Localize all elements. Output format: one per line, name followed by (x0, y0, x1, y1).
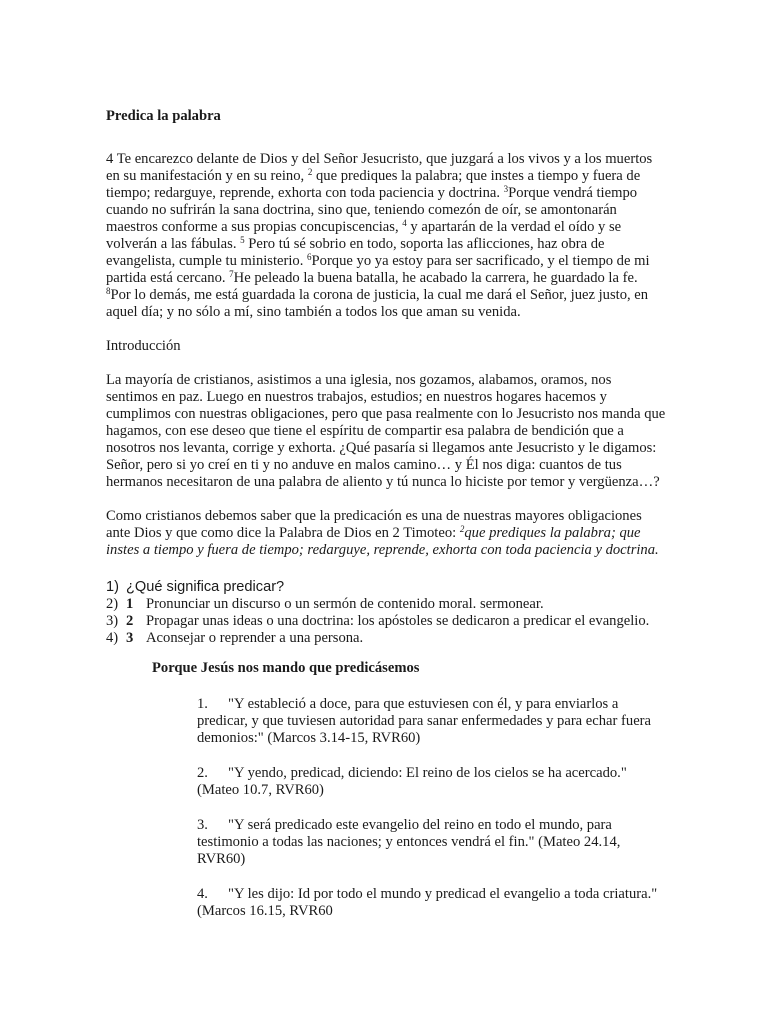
section-subheading: Porque Jesús nos mando que predicásemos (152, 660, 420, 676)
definition-text: Pronunciar un discurso o un sermón de contenido moral. sermonear. (146, 596, 544, 612)
definition-number: 3 (126, 630, 134, 646)
list-item (106, 579, 666, 596)
intro-paragraph: La mayoría de cristianos, asistimos a una iglesia, nos gozamos, alabamos, oramos, nos sentimos en paz. Luego en nuestros trabajos, estudios; en nuestros hogares hacemos y cumplimos con nuestras obligaciones, pero que pasa realmente con lo Jesucristo nos manda que hagamos, con ese deseo que tiene el espíritu de compartir esa palabra de bendición que a nosotros nos levanta, corrige y exhorta. ¿Qué pasaría si llegamos ante Jesucristo y le digamos: Señor, pero si yo creí en ti y no anduve en malos camino… y Él nos diga: cuantos de tus hermanos necesitaron de una palabra de aliento y tú nunca lo hiciste por temor y vergüenza…? (106, 372, 666, 490)
definition-list (106, 579, 666, 647)
definition-text: Propagar unas ideas o una doctrina: los apóstoles se dedicaron a predicar el evangelio. (146, 613, 650, 629)
intro-heading: Introducción (106, 338, 181, 354)
verse-text: que prediques la palabra; que instes a tiempo y fuera de tiempo; redarguye, reprende, exhorta con toda paciencia y doctrina. (106, 168, 641, 201)
verse-number: 4 (402, 218, 407, 228)
list-number: 4. (197, 886, 208, 902)
definition-text: Aconsejar o reprender a una persona. (146, 630, 364, 646)
list-number: 3. (197, 817, 208, 833)
verse-text: Pero tú sé sobrio en todo, soporta las aflicciones, haz obra de evangelista, cumple tu ministerio. (106, 236, 605, 269)
reference-text: "Y será predicado este evangelio del reino en todo el mundo, para testimonio a todas las naciones; y entonces vendrá el fin." (Mateo 24.14, RVR60) (197, 817, 621, 867)
list-item (106, 613, 666, 630)
verse-text: He peleado la buena batalla, he acabado la carrera, he guardado la fe. (233, 270, 638, 286)
cristianos-text: Como cristianos debemos saber que la predicación es una de nuestras mayores obligaciones ante Dios y que como dice la Palabra de Dios en 2 Timoteo: (106, 508, 642, 541)
verse-number: 5 (240, 235, 245, 245)
definition-number: 1 (126, 596, 134, 612)
verse-number: 4 (106, 151, 114, 167)
scripture-quote: que prediques la palabra; que instes a tiempo y fuera de tiempo; redarguye, reprende, exhorta con toda paciencia y doctrina. (106, 525, 659, 558)
verse-number: 8 (106, 286, 111, 296)
list-item (197, 817, 662, 868)
verse-text: Te encarezco delante de Dios y del Señor Jesucristo, que juzgará a los vivos y a los muertos en su manifestación y en su reino, (106, 151, 653, 184)
cristianos-paragraph (106, 508, 666, 559)
document-body (106, 108, 666, 647)
question-text: ¿Qué significa predicar? (126, 579, 285, 595)
verse-text: y apartarán de la verdad el oído y se volverán a las fábulas. (106, 219, 622, 252)
list-number: 1) (106, 579, 119, 595)
list-item (197, 886, 662, 920)
verse-text: Porque vendrá tiempo cuando no sufrirán la sana doctrina, sino que, teniendo comezón de oír, se amontonarán maestros conforme a sus propias concupiscencias, (106, 185, 638, 235)
list-number: 4) (106, 630, 119, 646)
scripture-reference-list (197, 696, 662, 938)
list-number: 2. (197, 765, 208, 781)
list-number: 1. (197, 696, 208, 712)
list-item (197, 696, 662, 747)
reference-text: "Y estableció a doce, para que estuviesen con él, y para enviarlos a predicar, y que tuviesen autoridad para sanar enfermedades y para echar fuera demonios:" (Marcos 3.14-15, RVR60) (197, 696, 652, 746)
verse-text: Porque yo ya estoy para ser sacrificado, y el tiempo de mi partida está cercano. (106, 253, 650, 286)
verse-number: 2 (307, 167, 313, 177)
verse-number: 2 (459, 524, 465, 534)
list-item (106, 596, 666, 613)
scripture-passage (106, 151, 666, 321)
reference-text: "Y yendo, predicad, diciendo: El reino de los cielos se ha acercado." (Mateo 10.7, RVR60) (197, 765, 627, 798)
definition-number: 2 (126, 613, 134, 629)
list-item (106, 630, 666, 647)
document-title: Predica la palabra (106, 108, 221, 124)
list-number: 2) (106, 596, 119, 612)
list-number: 3) (106, 613, 119, 629)
verse-number: 6 (307, 252, 312, 262)
verse-text: Por lo demás, me está guardada la corona de justicia, la cual me dará el Señor, juez justo, en aquel día; y no sólo a mí, sino también a todos los que aman su venida. (106, 287, 649, 320)
verse-number: 3 (503, 184, 509, 194)
verse-number: 7 (229, 269, 234, 279)
reference-text: "Y les dijo: Id por todo el mundo y predicad el evangelio a toda criatura." (Marcos 16.15, RVR60 (197, 886, 658, 919)
list-item (197, 765, 662, 799)
